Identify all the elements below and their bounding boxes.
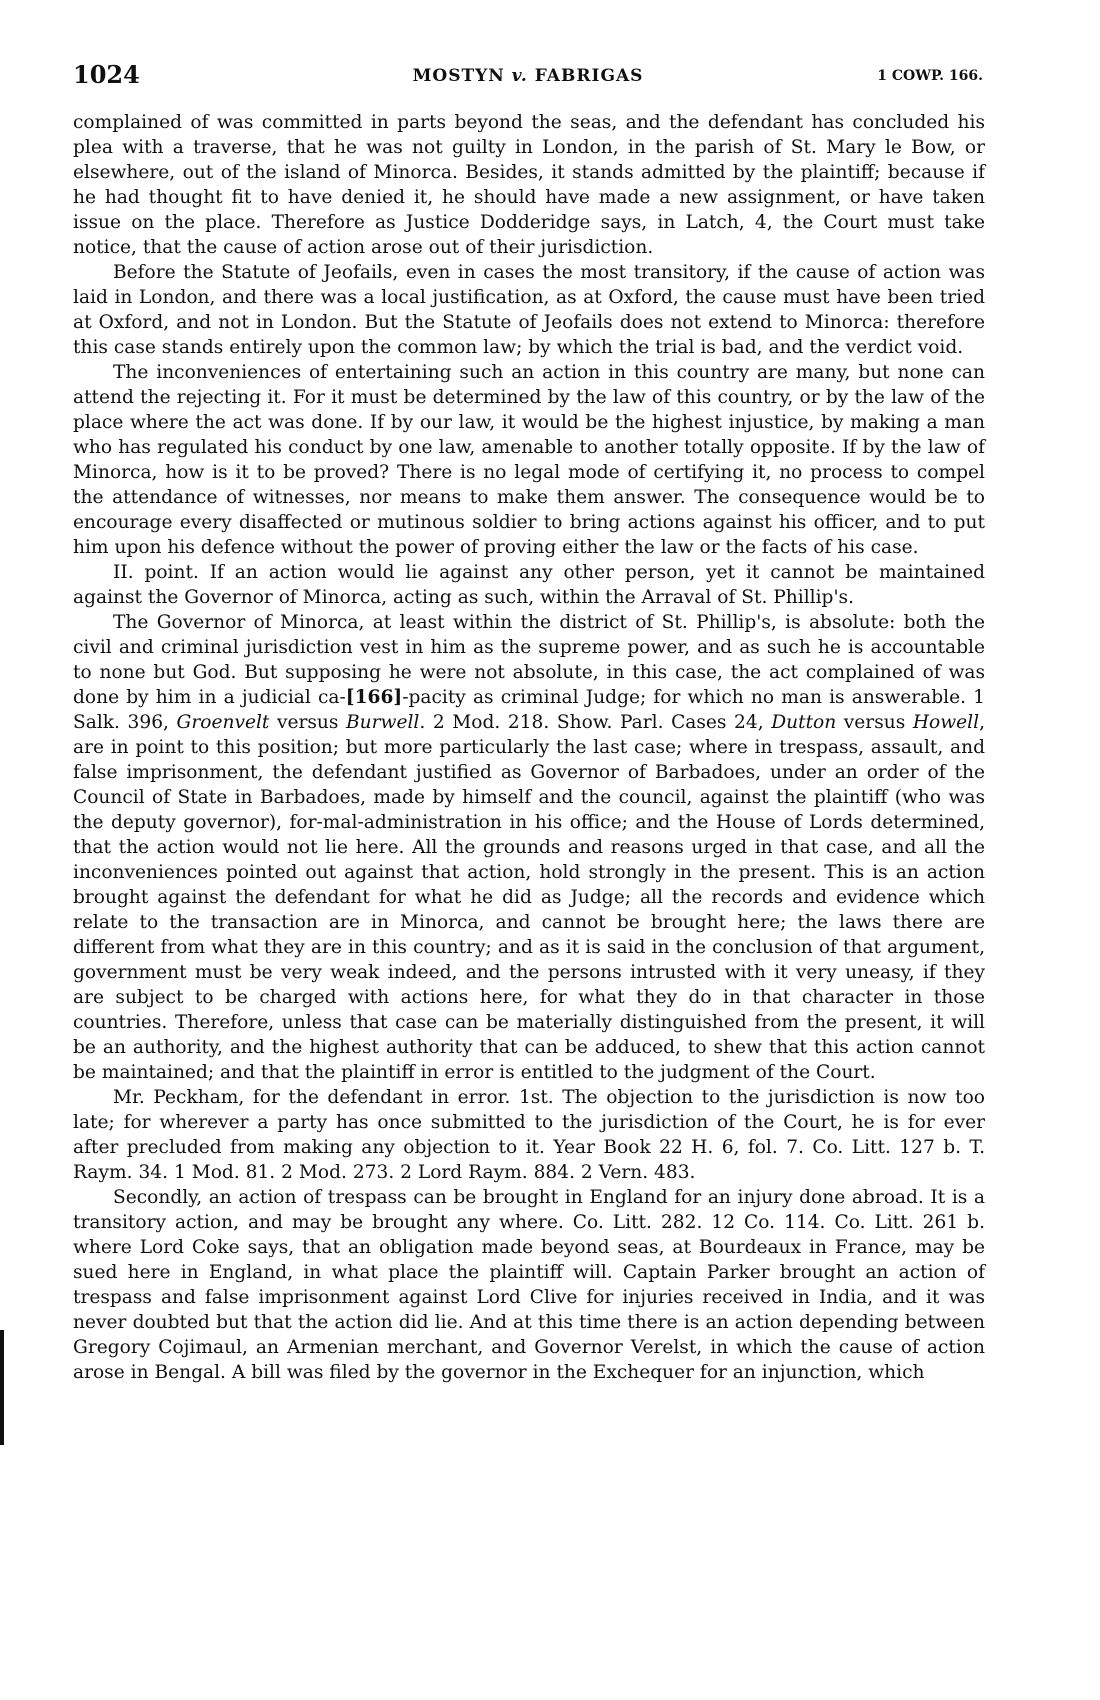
paragraph-5-text-d: versus bbox=[269, 712, 346, 733]
scan-edge-mark bbox=[0, 1330, 4, 1445]
case-name-dutton: Dutton bbox=[771, 712, 837, 733]
paragraph-5-text-f: versus bbox=[836, 712, 913, 733]
page-number: 1024 bbox=[73, 60, 140, 89]
page-marker: [166] bbox=[345, 687, 403, 708]
case-name-howell: Howell bbox=[912, 712, 980, 733]
paragraph-3: The inconveniences of entertaining such an action in this country are many, but none can attend the rejecting it. For it must be determined by the law of this country, or by the law of the place where the act was done. If by our law, it would be the highest injustice, by making a man who has regulated his conduct by one law, amenable to another totally opposite. If by the law of Minorca, how is it to be proved? There is no legal mode of certifying it, no process to compel the attendance of witnesses, nor means to make them answer. The consequence would be to encourage every disaffected or mutinous soldier to bring actions against his officer, and to put him upon his defence without the power of proving either the law or the facts of his case. bbox=[73, 362, 985, 558]
paragraph-4: II. point. If an action would lie against any other person, yet it cannot be maintained against the Governor of Minorca, acting as such, within the Arraval of St. Phillip's. bbox=[73, 562, 985, 608]
paragraph-2: Before the Statute of Jeofails, even in cases the most transitory, if the cause of action was laid in London, and there was a local justification, as at Oxford, the cause must have been tried at Oxford, and not in London. But the Statute of Jeofails does not extend to Minorca: therefore this case stands entirely upon the common law; by which the trial is bad, and the verdict void. bbox=[73, 262, 985, 358]
paragraph-5-text-a: The Governor of Minorca, at least within the district of St. Phillip's, is absolute: both the civil and criminal jurisdiction vest in him as the supreme power, and as such he is accountable to none but God. But supposing he were not absolute, in this case, the act complained of was done by him in a judicial ca- bbox=[73, 612, 985, 708]
body-text bbox=[73, 110, 985, 1385]
paragraph-7: Secondly, an action of trespass can be brought in England for an injury done abroad. It is a transitory action, and may be brought any where. Co. Litt. 282. 12 Co. 114. Co. Litt. 261 b. where Lord Coke says, that an obligation made beyond seas, at Bourdeaux in France, may be sued here in England, in what place the plaintiff will. Captain Parker brought an action of trespass and false imprisonment against Lord Clive for injuries received in India, and it was never doubted but that the action did lie. And at this time there is an action depending between Gregory Cojimaul, an Armenian merchant, and Governor Verelst, in which the cause of action arose in Bengal. A bill was filed by the governor in the Exchequer for an injunction, which bbox=[73, 1187, 985, 1383]
case-name-groenvelt: Groenvelt bbox=[176, 712, 270, 733]
paragraph-5 bbox=[73, 610, 985, 1085]
case-title-versus: v. bbox=[511, 66, 528, 86]
report-reference: 1 COWP. 166. bbox=[877, 68, 983, 84]
paragraph-5-text-g: , are in point to this position; but more particularly the last case; where in trespass, assault, and false imprisonment, the defendant justified as Governor of Barbadoes, under an order of the Council of State in Barbadoes, made by himself and the council, against the plaintiff (who was the deputy governor), for-mal-administration in his office; and the House of Lords determined, that the action would not lie here. All the grounds and reasons urged in that case, and all the inconveniences pointed out against that action, hold strongly in the present. This is an action brought against the defendant for what he did as Judge; all the records and evidence which relate to the transaction are in Minorca, and cannot be brought here; the laws there are different from what they are in this country; and as it is said in the conclusion of that argument, government must be very weak indeed, and the persons intrusted with it very uneasy, if they are subject to be charged with actions here, for what they do in that character in those countries. Therefore, unless that case can be materially distinguished from the present, it will be an authority, and the highest authority that can be adduced, to shew that this action cannot be maintained; and that the plaintiff in error is entitled to the judgment of the Court. bbox=[73, 712, 985, 1083]
case-title-plaintiff: MOSTYN bbox=[412, 66, 512, 86]
case-title-defendant: FABRIGAS bbox=[527, 66, 644, 86]
paragraph-6: Mr. Peckham, for the defendant in error. 1st. The objection to the jurisdiction is now too late; for wherever a party has once submitted to the jurisdiction of the Court, he is for ever after precluded from making any objection to it. Year Book 22 H. 6, fol. 7. Co. Litt. 127 b. T. Raym. 34. 1 Mod. 81. 2 Mod. 273. 2 Lord Raym. 884. 2 Vern. 483. bbox=[73, 1087, 985, 1183]
running-head bbox=[73, 60, 983, 90]
case-name-burwell: Burwell bbox=[346, 712, 420, 733]
paragraph-1: complained of was committed in parts beyond the seas, and the defendant has concluded his plea with a traverse, that he was not guilty in London, in the parish of St. Mary le Bow, or elsewhere, out of the island of Minorca. Besides, it stands admitted by the plaintiff; because if he had thought fit to have denied it, he should have made a new assignment, or have taken issue on the place. Therefore as Justice Dodderidge says, in Latch, 4, the Court must take notice, that the cause of action arose out of their jurisdiction. bbox=[73, 112, 985, 258]
paragraph-5-text-e: . 2 Mod. 218. Show. Parl. Cases 24, bbox=[419, 712, 772, 733]
paragraph-5-text-b: -pacity as criminal Judge; for which no man is answerable. 1 Salk. 396, bbox=[73, 687, 985, 733]
case-title bbox=[73, 66, 983, 86]
